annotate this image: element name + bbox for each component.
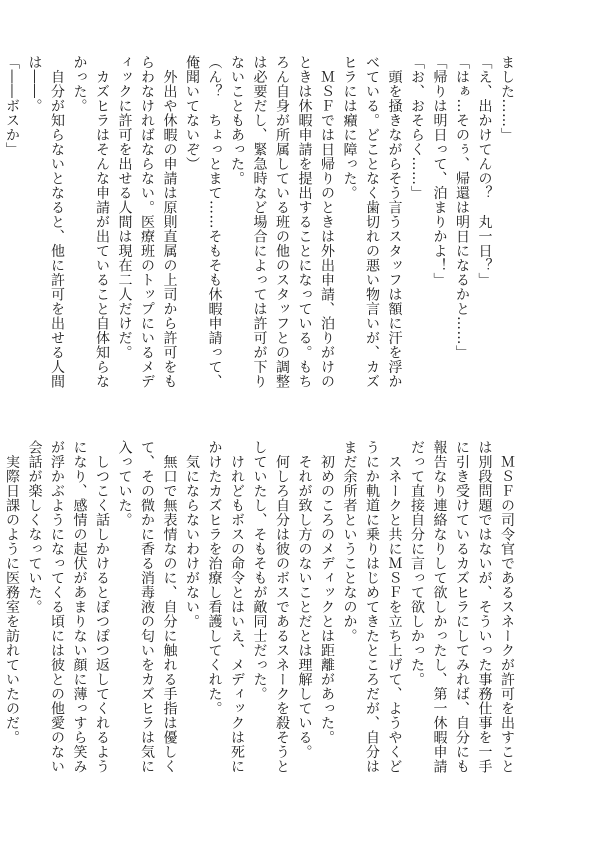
text-line: 「帰りは明日って、泊まりかよ！」	[431, 55, 448, 287]
text-line: ときは休暇申請を提出することになっている。もち	[296, 55, 313, 389]
text-line: が浮かぶようになってくる頃には彼との他愛のない	[49, 440, 65, 774]
text-line: 実際日課のように医務室を訪れていたのだ。	[4, 440, 20, 745]
text-line: 頭を掻きながらそう言うスタッフは額に汗を浮か	[386, 55, 403, 389]
text-line: 会話が楽しくなっていた。	[26, 440, 43, 614]
text-line: しつこく話しかけるとぽつぽつ返してくれるよう	[94, 440, 110, 774]
text-line: うにか軌道に乗りはじめてきたところだが、自分は	[364, 440, 380, 774]
text-column-bottom	[4, 440, 518, 774]
text-line: 気にならないわけがない。	[184, 440, 200, 629]
text-line: 「――ボスか」	[4, 55, 20, 157]
text-line: かった。	[71, 55, 88, 113]
text-line: していたし、そもそもが敵同士だった。	[251, 440, 268, 701]
text-line: 「お、おそらく……」	[409, 55, 425, 200]
text-line: べている。どことなく歯切れの悪い物言いが、カズ	[364, 55, 380, 389]
text-line: らわなければならない。医療班のトップにいるメデ	[139, 55, 155, 389]
text-line: は――。	[26, 55, 43, 113]
text-line: 入っていた。	[116, 440, 133, 527]
text-column-top	[4, 55, 518, 389]
text-line: スネークと共にＭＳＦを立ち上げて、ようやくど	[386, 440, 403, 774]
text-line: ヒラには癪に障った。	[341, 55, 358, 200]
text-line: 報告なり連絡なりして欲しかったし、第一休暇申請	[431, 440, 448, 774]
text-line: 「え、出かけてんの？ 丸一日？」	[476, 55, 493, 287]
text-line: ろん自身が所属している班の他のスタッフとの調整	[274, 55, 290, 389]
text-line: 初めのころのメディックとは距離があった。	[319, 440, 335, 745]
text-line: かけたカズヒラを治療し看護してくれた。	[206, 440, 223, 716]
text-line: ないこともあった。	[229, 55, 245, 186]
text-line: けれどもボスの命令とはいえ、メディックは死に	[229, 440, 245, 774]
text-line: 無口で無表情なのに、自分に触れる手指は優しく	[161, 440, 178, 774]
text-line: に引き受けているカズヒラにしてみれば、自分にも	[454, 440, 470, 774]
text-line: 俺聞いてないぞ）	[184, 55, 200, 171]
text-line: だって直接自分に言って欲しかった。	[409, 440, 425, 687]
text-line: 外出や休暇の申請は原則直属の上司から許可をも	[161, 55, 178, 389]
text-line: カズヒラはそんな申請が出ていること自体知らな	[94, 55, 110, 389]
text-line: は別段問題ではないが、そういった事務仕事を一手	[476, 440, 493, 774]
text-line: ィックに許可を出せる人間は現在二人だけだ。	[116, 55, 133, 360]
text-line: 「はぁ…そのぅ、帰還は明日になるかと……」	[454, 55, 470, 360]
text-line: て、その微かに香る消毒液の匂いをカズヒラは気に	[139, 440, 155, 774]
text-line: ＭＳＦの司令官であるスネークが許可を出すこと	[499, 440, 515, 774]
text-line: になり、感情の起伏があまりない顔に薄っすら笑み	[71, 440, 88, 774]
text-line: まだ余所者ということなのか。	[341, 440, 358, 643]
text-line: 何しろ自分は彼のボスであるスネークを殺そうと	[274, 440, 290, 774]
text-line: それが致し方のないことだとは理解している。	[296, 440, 313, 759]
text-line: 自分が知らないとなると、他に許可を出せる人間	[49, 55, 65, 389]
text-line: は必要だし、緊急時など場合によっては許可が下り	[251, 55, 268, 389]
text-line: ＭＳＦでは日帰りのときは外出申請、泊りがけの	[319, 55, 335, 389]
text-line: ました……」	[499, 55, 515, 142]
text-line: （ん？ ちょっとまて……そもそも休暇申請って、	[206, 55, 223, 389]
